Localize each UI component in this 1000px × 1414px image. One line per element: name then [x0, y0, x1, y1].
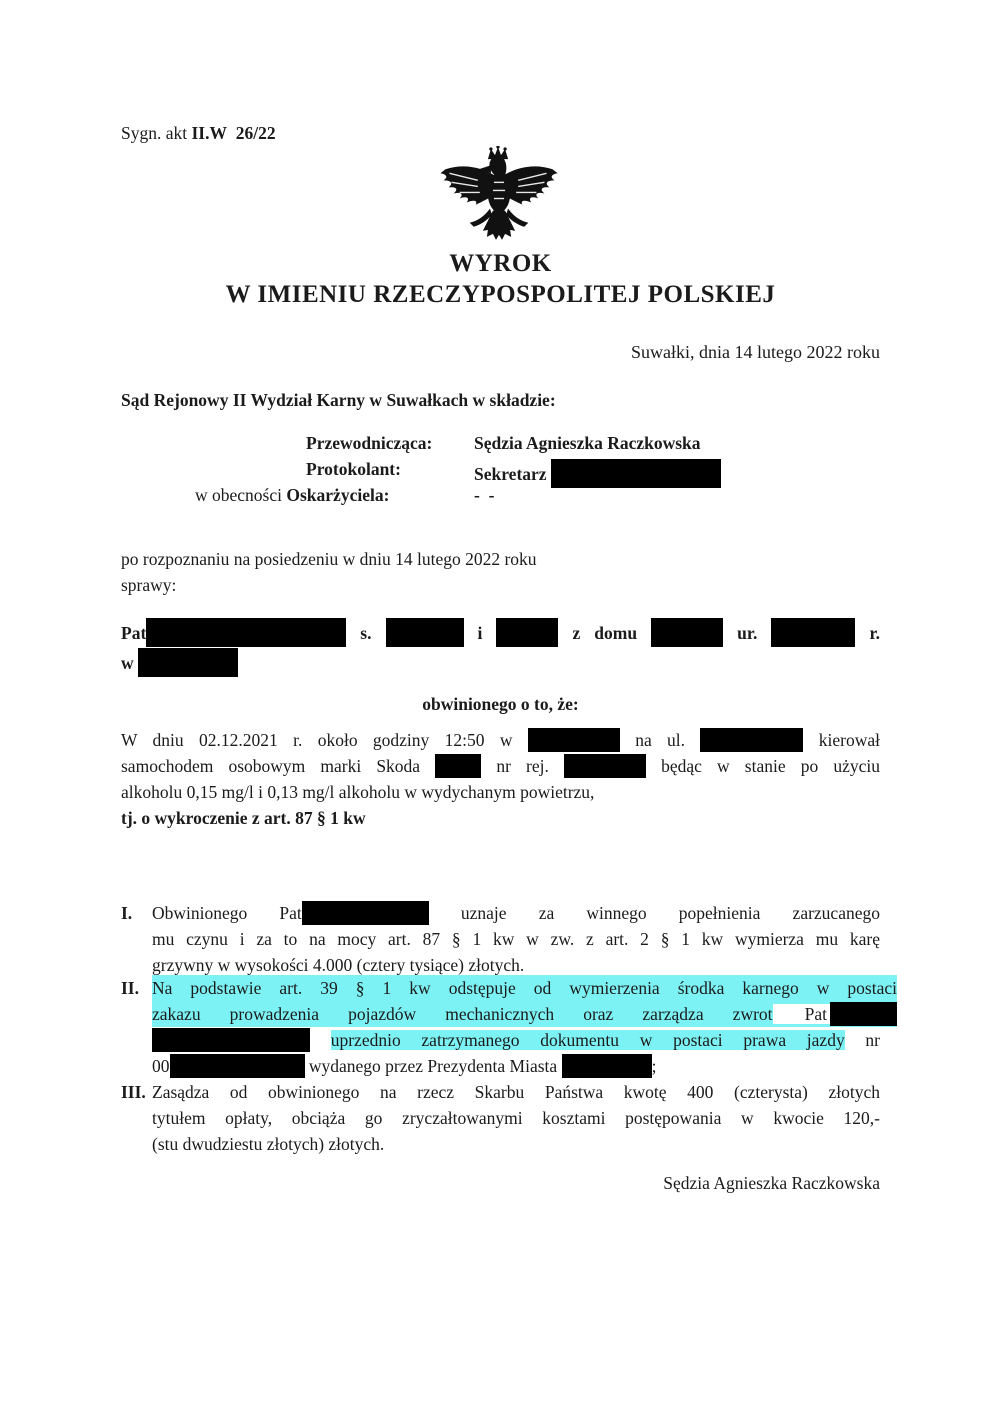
prosecutor-value: [474, 485, 494, 506]
item-III-line-3: [152, 1131, 880, 1157]
text-segment: s.: [346, 623, 386, 643]
case-word-line: sprawy:: [121, 575, 177, 595]
redaction-bar: [528, 728, 620, 752]
redaction-bar: [564, 754, 646, 778]
text-segment: tytułem opłaty, obciąża go zryczałtowanymi kosztami postępowania w kwocie 120,-: [152, 1108, 880, 1128]
text-segment: uznaje za winnego popełnienia zarzucanego: [428, 903, 880, 923]
item-III-line-1: [152, 1079, 880, 1105]
document-title: WYROK: [449, 250, 552, 277]
text-segment: na ul.: [619, 730, 701, 750]
redaction-bar: [562, 1054, 652, 1078]
text-segment: Sędzia Agnieszka Raczkowska: [474, 433, 701, 453]
hearing-line: po rozpoznaniu na posiedzeniu w dniu 14 lutego 2022 roku: [121, 549, 537, 569]
item-I-line-2: [152, 926, 880, 952]
text-segment: uprzednio zatrzymanego dokumentu w postaci prawa jazdy: [330, 1030, 845, 1050]
redaction-bar: [830, 1002, 897, 1026]
text-segment: mu czynu i za to na mocy art. 87 § 1 kw w zw. z art. 2 § 1 kw wymierza mu karę: [152, 929, 880, 949]
text-segment: nr rej.: [481, 756, 564, 776]
defendant-line-1: [121, 618, 880, 644]
redaction-bar: [551, 459, 721, 488]
redaction-bar: [170, 1054, 305, 1078]
text-segment: będąc w stanie po użyciu: [645, 756, 880, 776]
text-segment: z domu: [558, 623, 652, 643]
court-composition-line: Sąd Rejonowy II Wydział Karny w Suwałkach w składzie:: [121, 390, 556, 410]
text-segment: Pat: [773, 1004, 830, 1024]
prosecutor-prefix: w obecności: [195, 485, 282, 505]
text-segment: ;: [651, 1056, 657, 1076]
text-segment: alkoholu 0,15 mg/l i 0,13 mg/l alkoholu w wydychanym powietrzu,: [121, 782, 595, 802]
item-II-line-1: [152, 975, 897, 1001]
presiding-value: [474, 433, 701, 454]
item-II-line-3: [152, 1027, 880, 1053]
place-date-line: Suwałki, dnia 14 lutego 2022 roku: [631, 342, 880, 362]
text-segment: grzywny w wysokości 4.000 (cztery tysiące) złotych.: [152, 955, 525, 975]
item-number-I: I.: [121, 903, 133, 923]
redaction-bar: [138, 648, 238, 677]
text-segment: zakazu prowadzenia pojazdów mechanicznych oraz zarządza zwrot: [152, 1004, 773, 1024]
text-segment: r.: [855, 623, 880, 643]
redaction-bar: [152, 1028, 310, 1052]
text-segment: kierował: [803, 730, 880, 750]
document-subtitle: W IMIENIU RZECZYPOSPOLITEJ POLSKIEJ: [225, 281, 776, 308]
polish-eagle-emblem-icon: [437, 146, 559, 247]
case-number-value: II.W 26/22: [191, 123, 276, 143]
text-segment: ur.: [723, 623, 772, 643]
item-II-line-2: [152, 1001, 897, 1027]
item-III-line-2: [152, 1105, 880, 1131]
case-number-line: [121, 120, 880, 146]
text-segment: - -: [474, 485, 495, 505]
redaction-bar: [771, 618, 855, 647]
redaction-bar: [651, 618, 723, 647]
redaction-bar: [386, 618, 464, 647]
text-segment: 00: [152, 1056, 170, 1076]
item-number-III: III.: [121, 1082, 146, 1102]
presiding-label: Przewodnicząca:: [306, 433, 433, 453]
text-segment: w: [121, 653, 139, 673]
clerk-label: Protokolant:: [306, 459, 401, 479]
case-number-label: Sygn. akt: [121, 123, 188, 143]
text-segment: Obwinionego Pat: [152, 903, 302, 923]
defendant-line-2: [121, 648, 880, 674]
redaction-bar: [302, 901, 429, 925]
text-segment: wydanego przez Prezydenta Miasta: [304, 1056, 562, 1076]
legal-qualification-line: tj. o wykroczenie z art. 87 § 1 kw: [121, 808, 366, 828]
redaction-bar: [496, 618, 558, 647]
text-segment: Pat: [121, 623, 147, 643]
charge-line-3: [121, 779, 880, 805]
text-segment: samochodem osobowym marki Skoda: [121, 756, 436, 776]
text-segment: Sekretarz: [474, 464, 551, 484]
judge-signature: Sędzia Agnieszka Raczkowska: [663, 1173, 880, 1193]
text-segment: nr: [844, 1030, 881, 1050]
text-segment: (stu dwudziestu złotych) złotych.: [152, 1134, 385, 1154]
text-segment: Zasądza od obwinionego na rzecz Skarbu Państwa kwotę 400 (czterysta) złotych: [152, 1082, 880, 1102]
charge-heading: obwinionego o to, że:: [422, 694, 579, 714]
text-segment: [310, 1030, 331, 1050]
text-segment: Na podstawie art. 39 § 1 kw odstępuje od wymierzenia środka karnego w postaci: [152, 978, 897, 998]
item-I-line-1: [152, 900, 880, 926]
redaction-bar: [146, 618, 346, 647]
clerk-value: [474, 459, 721, 488]
item-II-line-4: [152, 1053, 880, 1079]
item-number-II: II.: [121, 978, 139, 998]
redaction-bar: [435, 754, 481, 778]
charge-line-1: [121, 727, 880, 753]
text-segment: i: [463, 623, 497, 643]
prosecutor-label: Oskarżyciela:: [286, 485, 390, 505]
redaction-bar: [700, 728, 803, 752]
text-segment: W dniu 02.12.2021 r. około godziny 12:50 w: [121, 730, 528, 750]
prosecutor-label-group: [195, 485, 389, 506]
charge-line-2: [121, 753, 880, 779]
